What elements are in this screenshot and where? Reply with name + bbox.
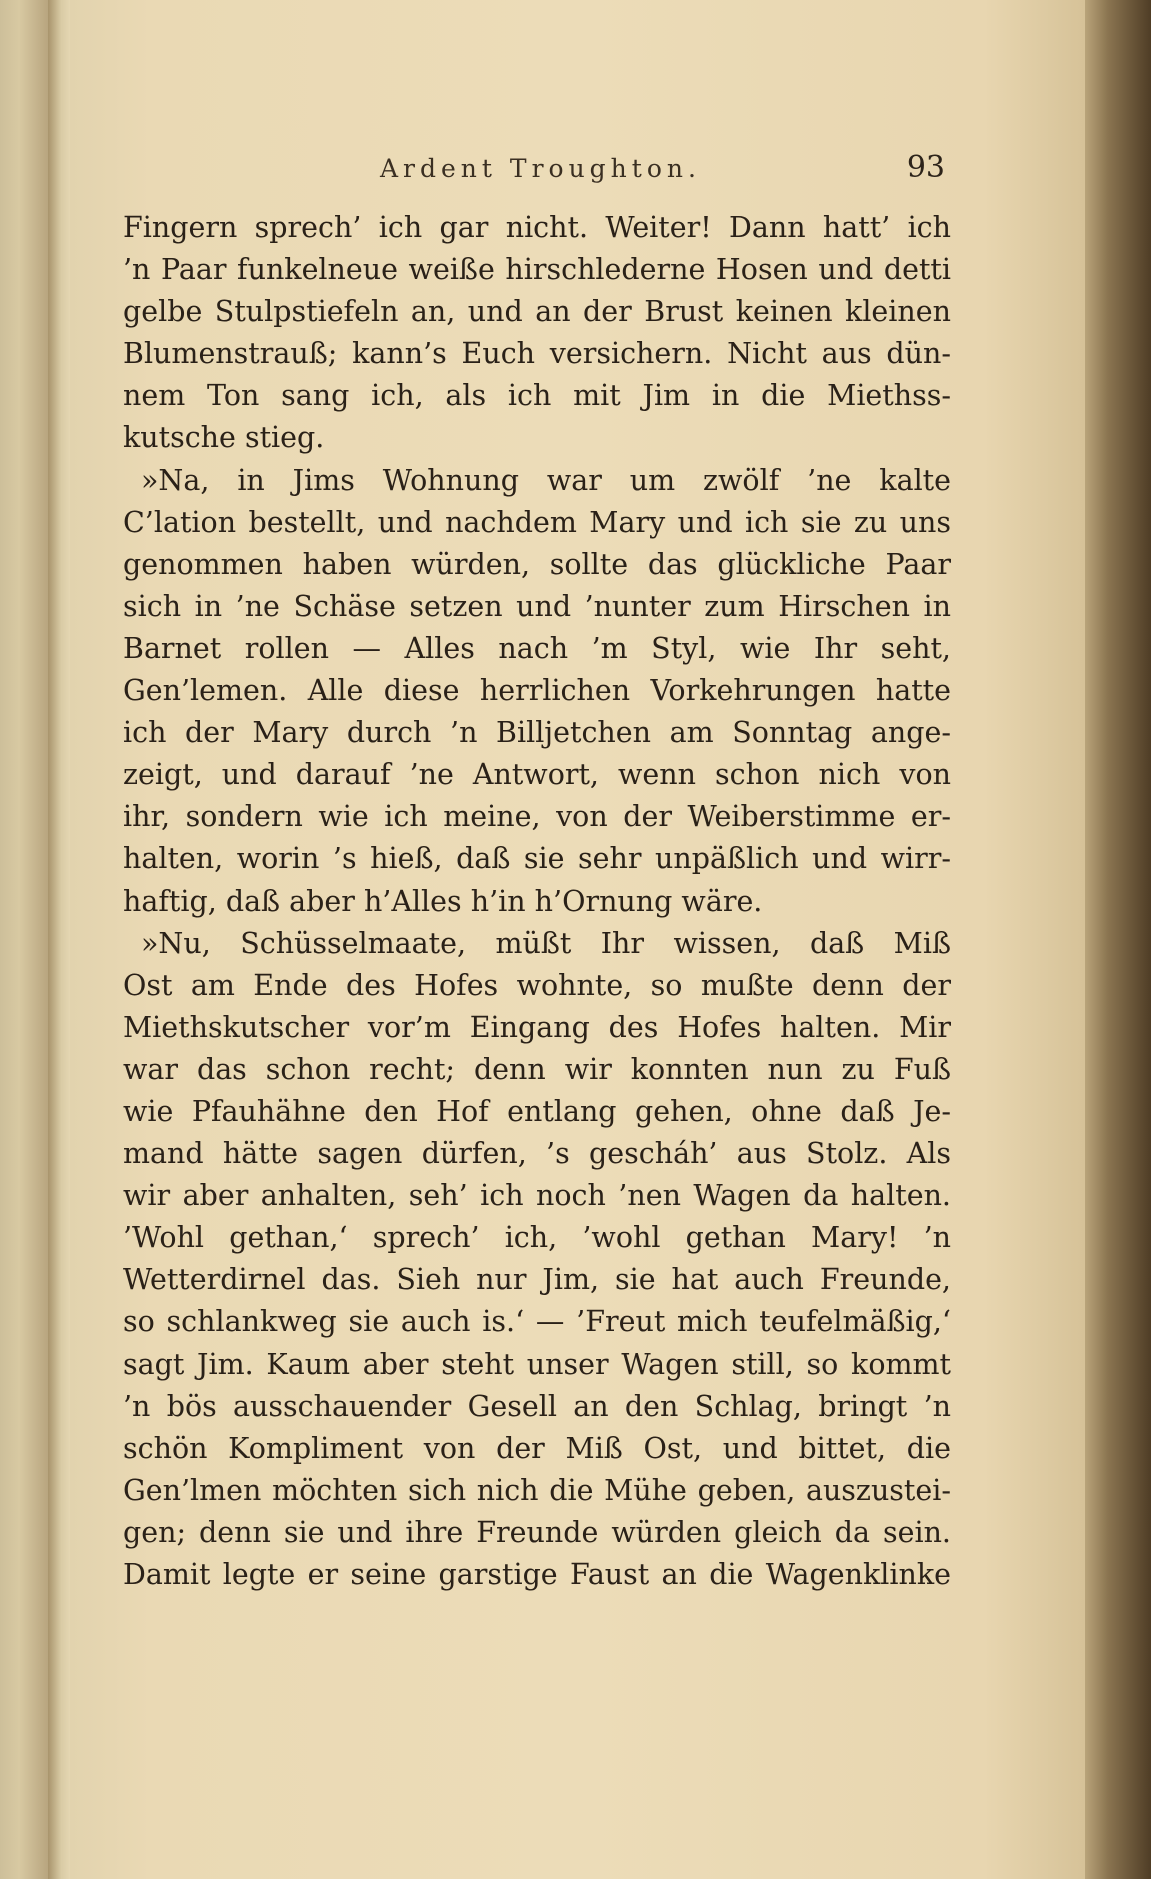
text-line: genommen haben würden, sollte das glückliche Paar [123, 547, 951, 581]
text-line: ihr, sondern wie ich meine, von der Weiberstimme er- [123, 800, 951, 834]
text-line: Miethskutscher vor’m Eingang des Hofes halten. Mir [123, 1010, 951, 1044]
text-line: »Nu, Schüsselmaate, müßt Ihr wissen, daß Miß [141, 926, 951, 960]
text-line: nem Ton sang ich, als ich mit Jim in die Miethss- [123, 379, 951, 413]
text-line: Fingern sprech’ ich gar nicht. Weiter! Dann hatt’ ich [123, 211, 951, 244]
page-number: 93 [906, 150, 945, 185]
text-line: sagt Jim. Kaum aber steht unser Wagen still, so kommt [123, 1347, 951, 1381]
text-line: kutsche stieg. [123, 421, 325, 455]
text-line: Gen’lmen möchten sich nich die Mühe geben, auszustei- [123, 1473, 951, 1507]
book-spine [0, 0, 48, 1879]
text-line: Barnet rollen — Alles nach ’m Styl, wie Ihr seht, [123, 631, 951, 665]
text-line: C’lation bestellt, und nachdem Mary und ich sie zu uns [123, 505, 951, 539]
text-line: haftig, daß aber h’Alles h’in h’Ornung wäre. [123, 884, 763, 918]
text-line: ’Wohl gethan,‘ sprech’ ich, ’wohl gethan Mary! ’n [123, 1221, 951, 1255]
text-line: zeigt, und darauf ’ne Antwort, wenn schon nich von [123, 758, 951, 792]
gutter-shadow [48, 0, 70, 1879]
text-line: halten, worin ’s hieß, daß sie sehr unpäßlich und wirr- [123, 842, 951, 876]
text-line: gelbe Stulpstiefeln an, und an der Brust keinen kleinen [123, 295, 951, 329]
text-line: ’n Paar funkelneue weiße hirschlederne Hosen und detti [123, 253, 951, 287]
page-header [200, 148, 945, 190]
text-line: schön Kompliment von der Miß Ost, und bittet, die [123, 1431, 951, 1465]
text-line: sich in ’ne Schäse setzen und ’nunter zum Hirschen in [123, 589, 951, 623]
text-line: Damit legte er seine garstige Faust an die Wagenklinke [123, 1558, 951, 1591]
text-line: ’n bös ausschauender Gesell an den Schlag, bringt ’n [123, 1389, 951, 1423]
text-line: so schlankweg sie auch is.‘ — ’Freut mich teufelmäßig,‘ [123, 1305, 951, 1339]
text-line: war das schon recht; denn wir konnten nun zu Fuß [123, 1052, 951, 1086]
text-line: wie Pfauhähne den Hof entlang gehen, ohne daß Je- [123, 1094, 951, 1128]
text-line: mand hätte sagen dürfen, ’s gescháh’ aus Stolz. Als [123, 1137, 951, 1171]
text-line: Blumenstrauß; kann’s Euch versichern. Nicht aus dün- [123, 337, 951, 371]
text-line: »Na, in Jims Wohnung war um zwölf ’ne kalte [141, 463, 951, 497]
text-line: ich der Mary durch ’n Billjetchen am Sonntag ange- [123, 716, 951, 750]
text-line: Ost am Ende des Hofes wohnte, so mußte denn der [123, 968, 951, 1002]
text-line: Gen’lemen. Alle diese herrlichen Vorkehrungen hatte [123, 674, 951, 708]
running-title: Ardent Troughton. [380, 154, 701, 183]
body-text [123, 207, 951, 1596]
text-line: wir aber anhalten, seh’ ich noch ’nen Wagen da halten. [123, 1179, 951, 1213]
text-line: gen; denn sie und ihre Freunde würden gleich da sein. [123, 1515, 951, 1549]
text-line: Wetterdirnel das. Sieh nur Jim, sie hat auch Freunde, [123, 1263, 951, 1297]
page-fore-edge [1085, 0, 1151, 1879]
